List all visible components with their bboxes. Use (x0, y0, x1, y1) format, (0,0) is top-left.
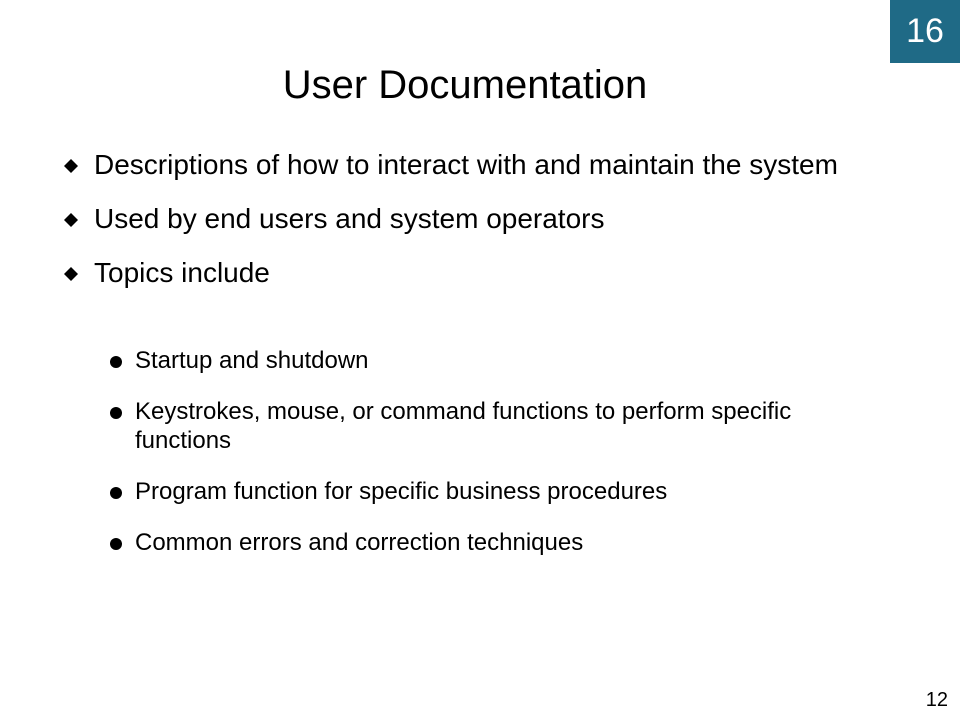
round-bullet-icon (110, 487, 122, 499)
round-bullet-icon (110, 407, 122, 419)
sub-bullet-text: Keystrokes, mouse, or command functions to perform specific functions (135, 398, 792, 454)
bullet-item (64, 256, 884, 289)
bullet-item (64, 148, 884, 181)
sub-bullet-item (94, 397, 884, 455)
round-bullet-icon (110, 356, 122, 368)
bullet-item (64, 202, 884, 235)
bullet-text: Descriptions of how to interact with and maintain the system (94, 149, 838, 180)
round-bullet-icon (110, 538, 122, 550)
bullet-text: Topics include (94, 257, 270, 288)
sub-bullet-item (94, 528, 884, 557)
sub-bullet-text: Common errors and correction techniques (135, 529, 584, 556)
diamond-bullet-icon (64, 267, 78, 281)
sub-bullet-list (64, 346, 884, 579)
bullet-text: Used by end users and system operators (94, 203, 605, 234)
sub-bullet-text: Startup and shutdown (135, 347, 369, 374)
diamond-bullet-icon (64, 159, 78, 173)
sub-bullet-item (94, 477, 884, 506)
bullet-list (64, 148, 884, 310)
page-number: 12 (925, 689, 948, 711)
slide-title: User Documentation (282, 63, 648, 107)
chapter-number-badge: 16 (890, 0, 960, 63)
diamond-bullet-icon (64, 213, 78, 227)
sub-bullet-text: Program function for specific business procedures (135, 478, 668, 505)
sub-bullet-item (94, 346, 884, 375)
